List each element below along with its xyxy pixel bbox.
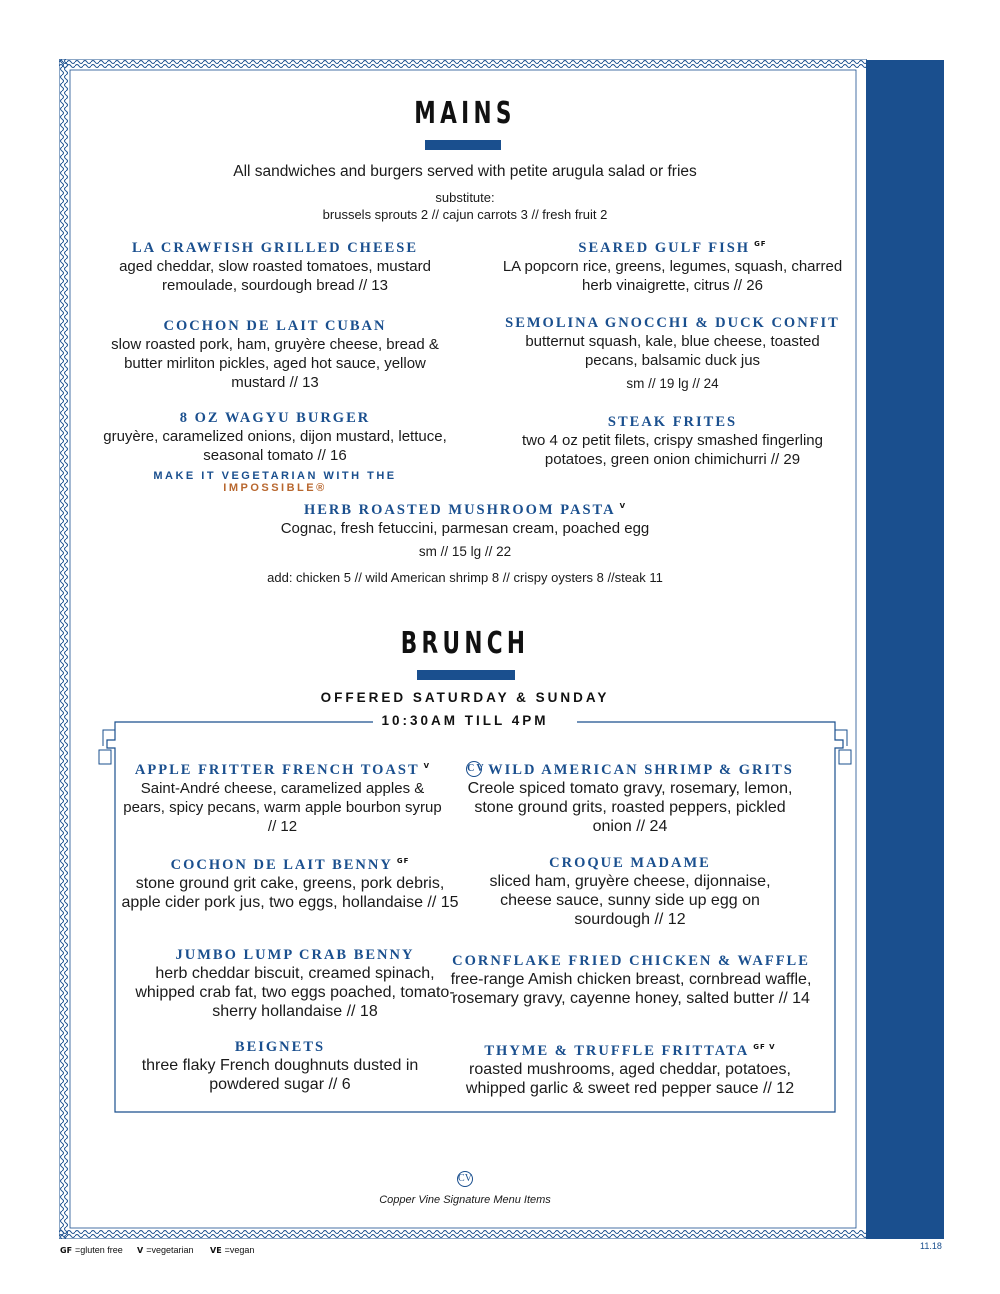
item-name: CROQUE MADAME	[549, 855, 711, 871]
item-name: COCHON DE LAIT CUBAN	[163, 318, 387, 334]
item-sizes: sm // 19 lg // 24	[626, 376, 719, 391]
item-sizes: sm // 15 lg // 22	[418, 544, 512, 559]
item-tag: GF	[754, 240, 767, 249]
legend-gf: GF =gluten free	[60, 1245, 123, 1255]
item-desc: aged cheddar, slow roasted tomatoes, mustard remoulade, sourdough bread // 13	[119, 258, 431, 294]
item-desc: roasted mushrooms, aged cheddar, potatoes, whipped garlic & sweet red pepper sauce // 12	[465, 1061, 795, 1097]
item-name: COCHON DE LAIT BENNY	[170, 857, 393, 873]
signature-label: Copper Vine Signature Menu Items	[379, 1194, 551, 1206]
brunch-title-bar	[417, 670, 515, 680]
item-tag: V	[423, 762, 431, 771]
item-desc: slow roasted pork, ham, gruyère cheese, bread & butter mirliton pickles, aged hot sauce, yellow mustard // 13	[111, 336, 439, 391]
item-desc: sliced ham, gruyère cheese, dijonnaise, cheese sauce, sunny side up egg on sourdough // 12	[489, 873, 771, 928]
item-desc: Cognac, fresh fetuccini, parmesan cream, poached egg	[280, 520, 650, 537]
item-desc: butternut squash, kale, blue cheese, toasted pecans, balsamic duck jus	[525, 333, 820, 369]
signature-icon: CV	[466, 761, 482, 777]
substitute-label: substitute:	[435, 190, 495, 205]
menu-item	[455, 1043, 805, 1098]
item-tag: GF V	[753, 1043, 776, 1052]
version-number: 11.18	[920, 1241, 942, 1251]
item-name: JUMBO LUMP CRAB BENNY	[175, 947, 415, 963]
item-name: CORNFLAKE FRIED CHICKEN & WAFFLE	[452, 953, 810, 969]
item-name: BEIGNETS	[234, 1039, 326, 1055]
item-desc: Saint-André cheese, caramelized apples & pears, spicy pecans, warm apple bourbon syrup // 12	[123, 780, 442, 835]
brunch-title: BRUNCH	[400, 626, 530, 661]
menu-item	[135, 947, 455, 1021]
mains-title-bar	[425, 140, 501, 150]
item-desc: LA popcorn rice, greens, legumes, squash, charred herb vinaigrette, citrus // 26	[502, 258, 843, 294]
menu-item	[450, 953, 812, 1008]
item-desc: three flaky French doughnuts dusted in powdered sugar // 6	[141, 1057, 419, 1093]
signature-note	[0, 1172, 930, 1190]
impossible-brand: IMPOSSIBLE®	[223, 482, 327, 494]
item-desc: free-range Amish chicken breast, cornbread waffle, rosemary gravy, cayenne honey, salted butter // 14	[450, 971, 812, 1007]
item-name: SEARED GULF FISH	[578, 240, 751, 256]
menu-item	[500, 240, 845, 295]
item-desc: two 4 oz petit filets, crispy smashed fingerling potatoes, green onion chimichurri // 29	[522, 432, 823, 468]
menu-item	[100, 240, 450, 295]
item-tag: V	[619, 502, 627, 511]
item-name: THYME & TRUFFLE FRITTATA	[484, 1043, 750, 1059]
side-color-band	[866, 60, 944, 1239]
mains-intro: All sandwiches and burgers served with petite arugula salad or fries	[233, 163, 697, 180]
offered-hours: 10:30AM TILL 4PM	[381, 713, 549, 728]
substitute-options: brussels sprouts 2 // cajun carrots 3 // fresh fruit 2	[322, 207, 608, 222]
mains-title: MAINS	[414, 96, 516, 131]
menu-item	[120, 762, 445, 836]
item-desc: gruyère, caramelized onions, dijon mustard, lettuce, seasonal tomato // 16	[103, 428, 447, 464]
menu-item	[0, 502, 930, 559]
menu-item	[100, 410, 450, 494]
item-name: 8 OZ WAGYU BURGER	[179, 410, 371, 426]
menu-item	[470, 855, 790, 929]
vegetarian-note-text: MAKE IT VEGETARIAN WITH THE	[153, 470, 397, 482]
item-name: HERB ROASTED MUSHROOM PASTA	[303, 502, 616, 518]
item-desc: herb cheddar biscuit, creamed spinach, whipped crab fat, two eggs poached, tomato- sherry hollandaise // 18	[135, 965, 455, 1020]
menu-item	[95, 318, 455, 392]
item-tag: GF	[396, 857, 410, 866]
menu-item	[120, 857, 460, 912]
menu-item	[505, 315, 840, 391]
item-name: STEAK FRITES	[607, 414, 738, 430]
add-ons: add: chicken 5 // wild American shrimp 8 // crispy oysters 8 //steak 11	[267, 570, 663, 585]
item-name: WILD AMERICAN SHRIMP & GRITS	[488, 762, 794, 778]
signature-logo-icon: CV	[457, 1171, 473, 1187]
vegetarian-note	[100, 470, 450, 494]
item-name: SEMOLINA GNOCCHI & DUCK CONFIT	[505, 315, 840, 331]
menu-item	[510, 414, 835, 469]
item-desc: stone ground grit cake, greens, pork debris, apple cider pork jus, two eggs, hollandaise // 15	[121, 875, 459, 911]
item-name: APPLE FRITTER FRENCH TOAST	[134, 762, 420, 778]
menu-item	[460, 762, 800, 836]
offered-days: OFFERED SATURDAY & SUNDAY	[320, 690, 610, 705]
legend-v: V =vegetarian	[137, 1245, 194, 1255]
item-desc: Creole spiced tomato gravy, rosemary, lemon, stone ground grits, roasted peppers, pickled onion // 24	[467, 780, 793, 835]
item-name: LA CRAWFISH GRILLED CHEESE	[131, 240, 419, 256]
legend-ve: VE =vegan	[210, 1245, 255, 1255]
menu-item	[135, 1039, 425, 1094]
